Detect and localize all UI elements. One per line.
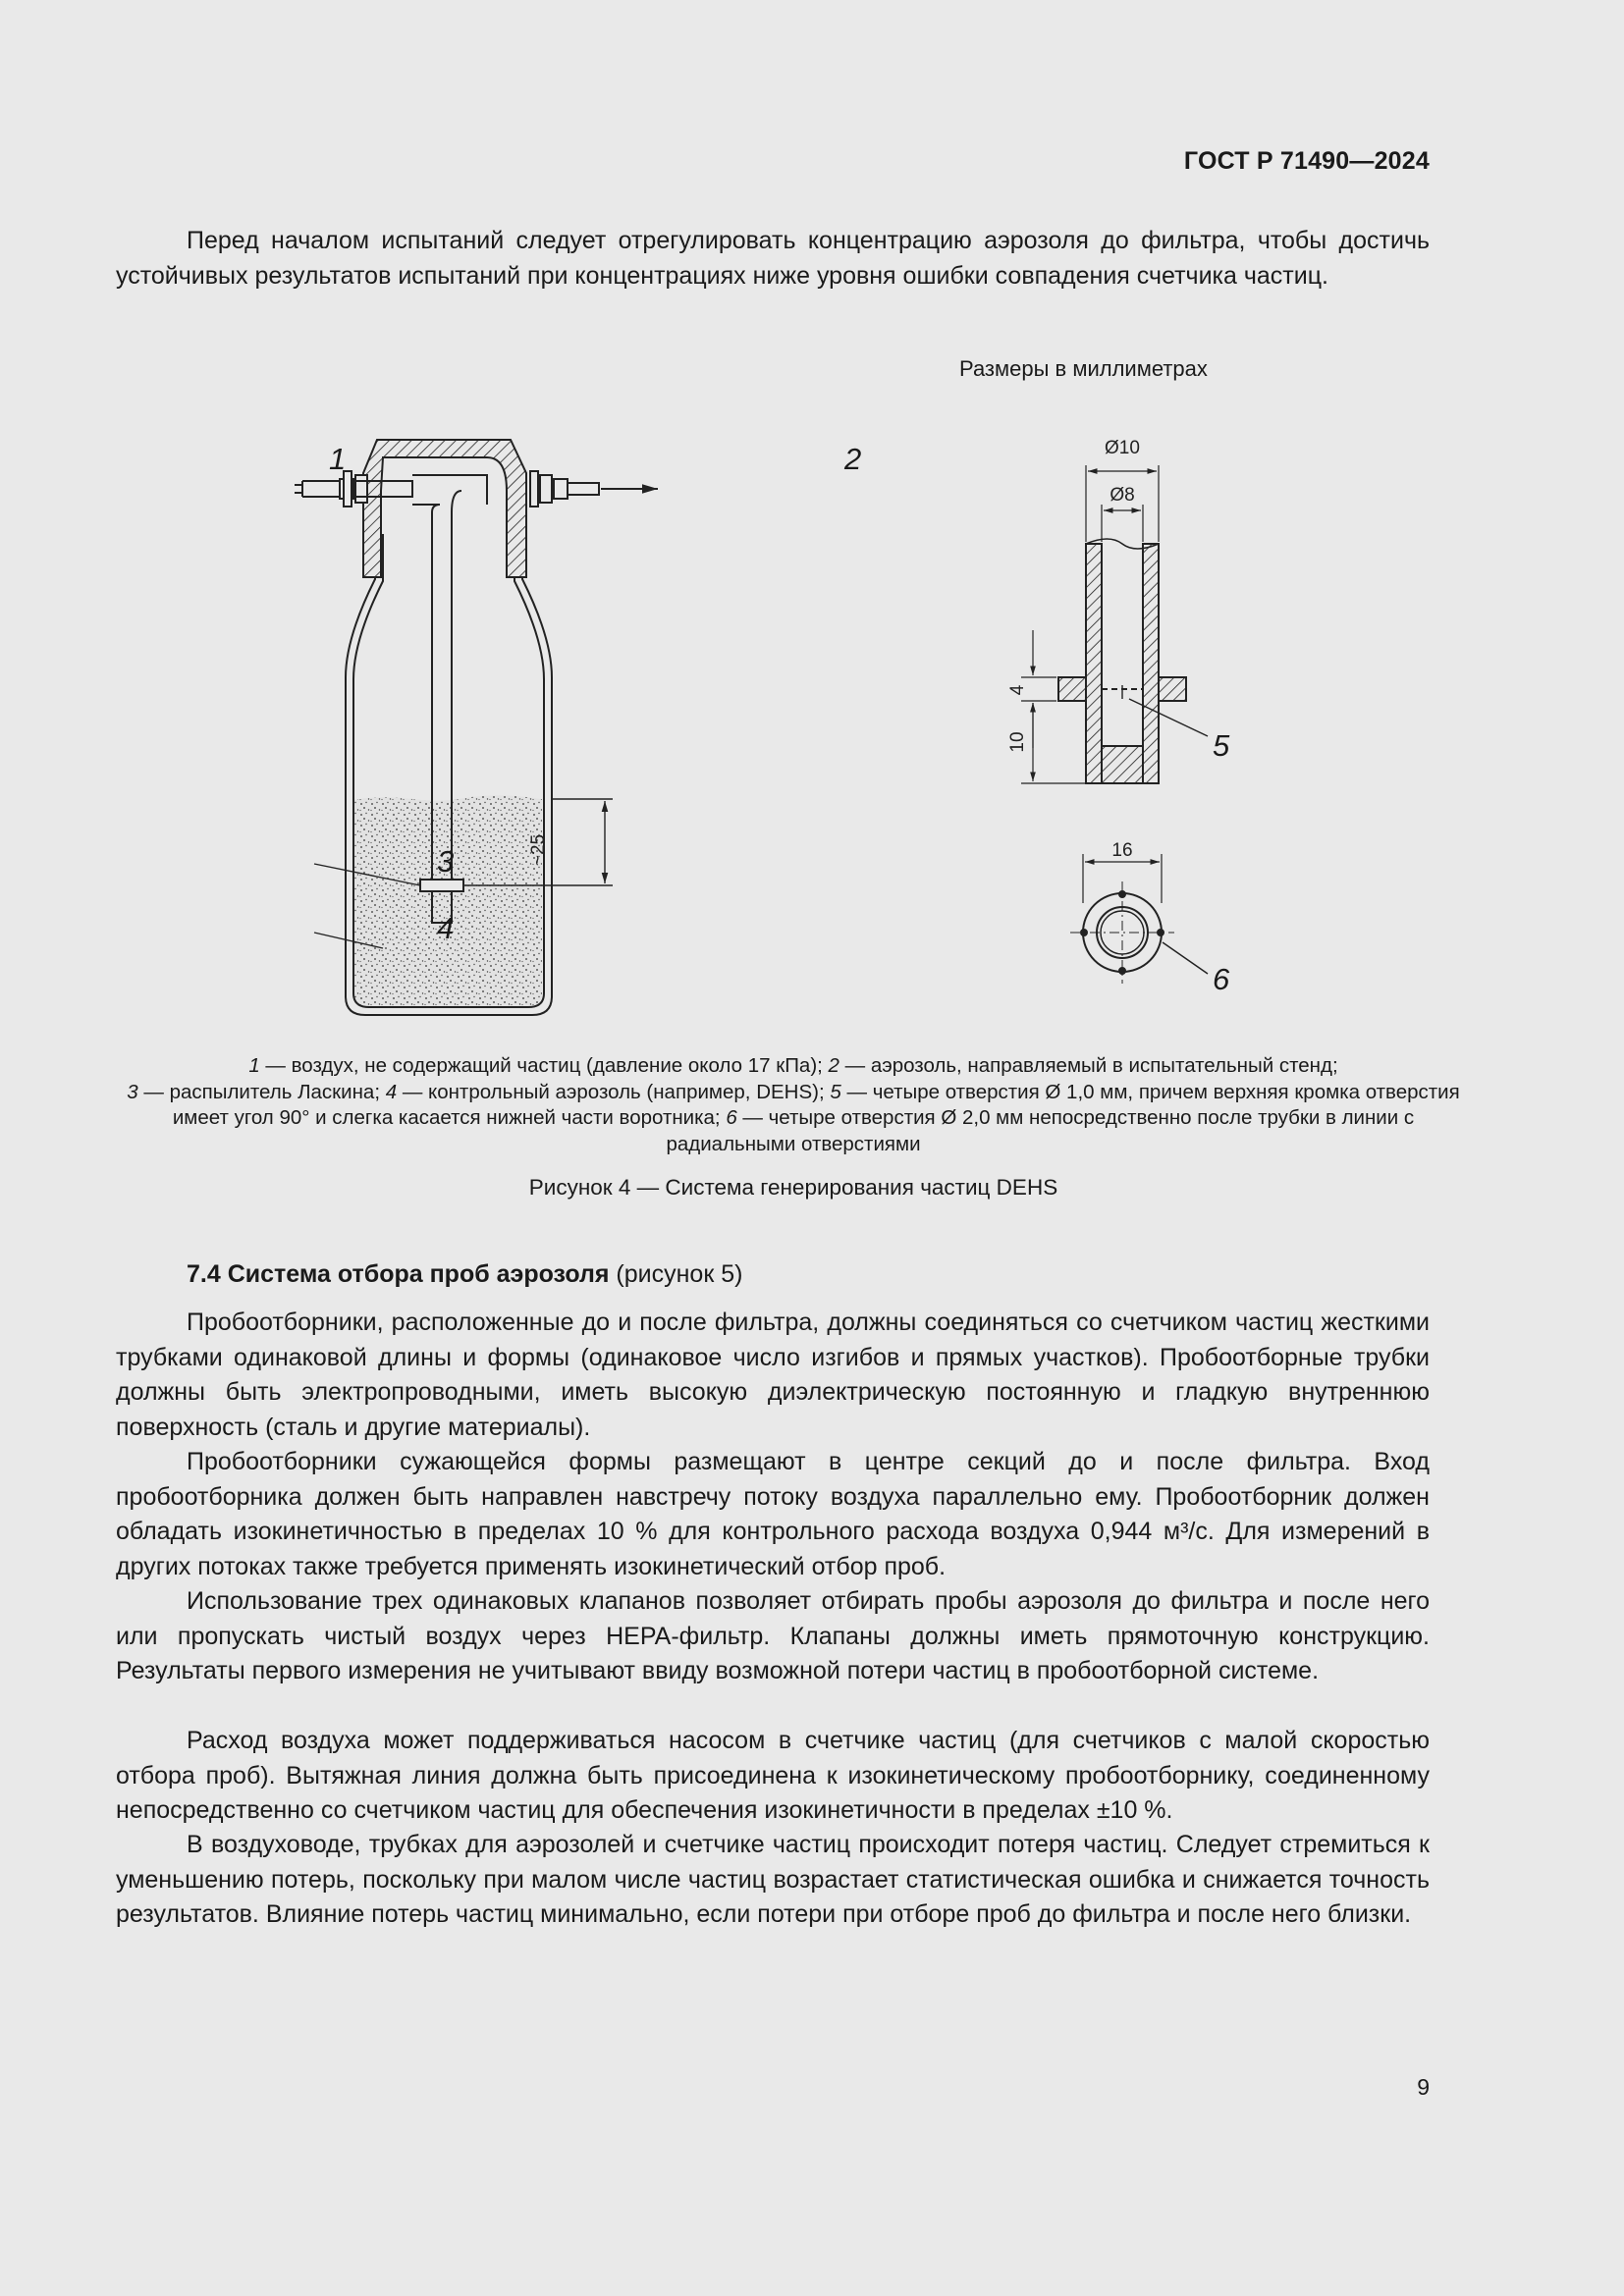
section-ref: (рисунок 5) bbox=[609, 1260, 743, 1288]
paragraph-1: Пробоотборники, расположенные до и после фильтра, должны соединяться со счетчиком частиц жесткими трубками одинаковой длины и формы (одинаковое число изгибов и прямых участков). Пробоотборные трубки должны быть электропроводными, иметь высокую диэлектрическую постоянную и гладкую внутреннюю поверхность (сталь и другие материалы). bbox=[116, 1308, 1430, 1441]
dim-level: ~25 bbox=[528, 833, 549, 867]
figure-caption: Рисунок 4 — Система генерирования частиц DEHS bbox=[528, 1175, 1058, 1200]
legend-text-2: — аэрозоль, направляемый в испытательный стенд; bbox=[839, 1054, 1338, 1077]
legend-text-3: — распылитель Ласкина; bbox=[137, 1080, 386, 1103]
section-heading bbox=[187, 1260, 742, 1289]
bottle-cap bbox=[363, 440, 526, 577]
callout-1: 1 bbox=[329, 442, 347, 476]
paragraph-5: В воздуховоде, трубках для аэрозолей и счетчике частиц происходит потеря частиц. Следует стремиться к уменьшению потерь, поскольку при малом числе частиц возрастает статистическая ошибка и снижается точность результатов. Влияние потерь частиц минимально, если потери при отборе проб до фильтра и после него близки. bbox=[116, 1831, 1430, 1928]
dim-height-4: 4 bbox=[1007, 684, 1028, 696]
legend-num-1: 1 bbox=[248, 1054, 260, 1077]
callout-2: 2 bbox=[844, 442, 862, 476]
legend-num-2: 2 bbox=[828, 1054, 839, 1077]
aerosol-liquid bbox=[353, 795, 542, 1007]
paragraph-3: Использование трех одинаковых клапанов позволяет отбирать пробы аэрозоля до фильтра и после него или пропускать чистый воздух через HEPA-фильтр. Клапаны должны иметь прямоточную конструкцию. Результаты первого измерения не учитывают ввиду возможной потери частиц в пробоотборной системе. bbox=[116, 1587, 1430, 1684]
ring-top-view bbox=[1070, 854, 1208, 984]
figure-4-drawing bbox=[295, 412, 1355, 1031]
callout-3: 3 bbox=[437, 844, 455, 879]
dimensions-note: Размеры в миллиметрах bbox=[959, 356, 1208, 381]
legend-text-6: — четыре отверстия Ø 2,0 мм непосредственно после трубки в линии с радиальными отверстиями bbox=[666, 1106, 1415, 1155]
paragraph-4: Расход воздуха может поддерживаться насосом в счетчике частиц (для счетчиков с малой скоростью отбора проб). Вытяжная линия должна быть присоединена к изокинетическому пробоотборнику, соединенному непосредственно со счетчиком частиц для обеспечения изокинетичности в пределах ±10 %. bbox=[116, 1727, 1430, 1824]
dim-diam-10: Ø10 bbox=[1105, 438, 1140, 458]
dim-height-10: 10 bbox=[1007, 731, 1028, 753]
dim-diam-8: Ø8 bbox=[1110, 485, 1135, 506]
legend-text-1: — воздух, не содержащий частиц (давление около 17 кПа); bbox=[259, 1054, 829, 1077]
legend-num-4: 4 bbox=[385, 1080, 398, 1103]
callout-5: 5 bbox=[1213, 728, 1230, 763]
legend-num-5: 5 bbox=[830, 1080, 841, 1103]
nozzle-section bbox=[1021, 465, 1208, 783]
paragraph-2: Пробоотборники сужающейся формы размещают в центре секций до и после фильтра. Вход пробоотборника должен быть направлен навстречу потоку воздуха параллельно ему. Пробоотборник должен обладать изокинетичностью в пределах 10 % для контрольного расхода воздуха 0,944 м³/с. Для измерений в других потоках также требуется применять изокинетический отбор проб. bbox=[116, 1448, 1430, 1580]
legend-num-6: 6 bbox=[726, 1106, 737, 1129]
intro-paragraph: Перед началом испытаний следует отрегулировать концентрацию аэрозоля до фильтра, чтобы достичь устойчивых результатов испытаний при концентрациях ниже уровня ошибки совпадения счетчика частиц. bbox=[116, 227, 1430, 290]
dim-width-16: 16 bbox=[1111, 840, 1133, 861]
legend-text-5: — четыре отверстия Ø 1,0 мм, причем верхняя кромка отверстия имеет угол 90° и слегка касается нижней части воротника; bbox=[172, 1080, 1460, 1129]
laskin-collar bbox=[420, 880, 463, 891]
callout-6: 6 bbox=[1213, 962, 1230, 996]
bottle-assembly bbox=[295, 440, 658, 1015]
legend-text-4: — контрольный аэрозоль (например, DEHS); bbox=[397, 1080, 831, 1103]
figure-legend bbox=[116, 1053, 1471, 1157]
callout-4: 4 bbox=[437, 911, 455, 945]
section-title: 7.4 Система отбора проб аэрозоля bbox=[187, 1260, 610, 1288]
page-number: 9 bbox=[1417, 2074, 1430, 2100]
standard-header: ГОСТ Р 71490—2024 bbox=[1183, 147, 1430, 175]
legend-num-3: 3 bbox=[127, 1080, 138, 1103]
